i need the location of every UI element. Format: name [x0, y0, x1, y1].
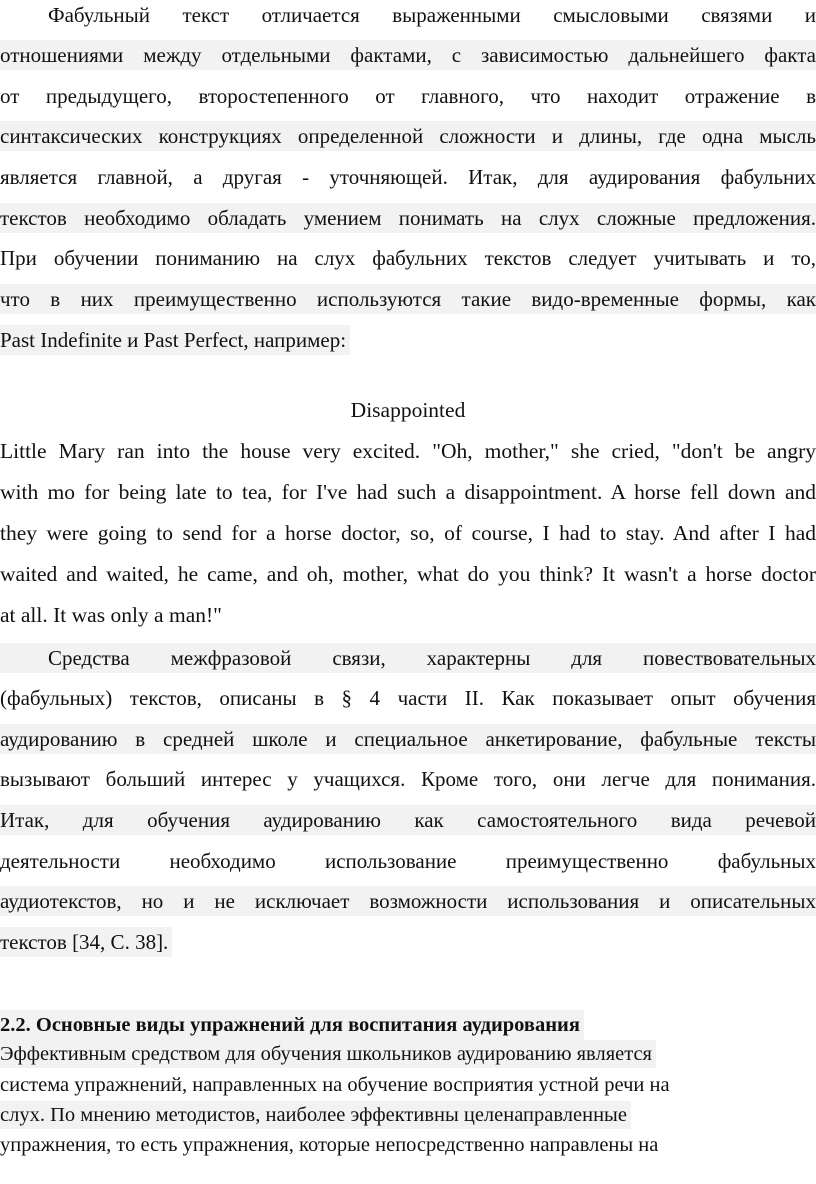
text-line: система упражнений, направленных на обучение восприятия устной речи на: [0, 1074, 670, 1096]
text-line: деятельности необходимо использование преимущественно фабульных: [0, 849, 816, 873]
text-line: вызывают больший интерес у учащихся. Кроме того, они легче для понимания.: [0, 767, 816, 791]
text-line: отношениями между отдельными фактами, с зависимостью дальнейшего факта: [0, 40, 816, 70]
text-line-content: текстов [34, С. 38].: [0, 927, 172, 957]
text-line: от предыдущего, второстепенного от главного, что находит отражение в: [0, 84, 816, 108]
text-line: [0, 1101, 816, 1129]
text-line: текстов необходимо обладать умением понимать на слух сложные предложения.: [0, 203, 816, 233]
text-line: Фабульный текст отличается выраженными смысловыми связями и: [48, 3, 816, 27]
text-line: [0, 927, 816, 957]
text-line: При обучении пониманию на слух фабульних текстов следует учитывать и то,: [0, 246, 816, 270]
section-heading-text: 2.2. Основные виды упражнений для воспитания аудирования: [0, 1010, 584, 1040]
text-line: что в них преимущественно используются такие видо-временные формы, как: [0, 284, 816, 314]
text-line: является главной, а другая - уточняющей. Итак, для аудирования фабульних: [0, 165, 816, 189]
text-line: [0, 325, 816, 355]
text-line: аудированию в средней школе и специальное анкетирование, фабульные тексты: [0, 724, 816, 754]
text-line: [0, 1040, 816, 1068]
text-line-content: Past Indefinite и Past Perfect, например:: [0, 325, 350, 355]
section-heading: [0, 1010, 816, 1040]
text-line: упражнения, то есть упражнения, которые непосредственно направлены на: [0, 1134, 659, 1156]
story-line: they were going to send for a horse doctor, so, of course, I had to stay. And after I had: [0, 521, 816, 545]
text-line: аудиотекстов, но и не исключает возможности использования и описательных: [0, 886, 816, 916]
text-line-content: слух. По мнению методистов, наиболее эффективны целенаправленные: [0, 1101, 631, 1129]
story-line: with mo for being late to tea, for I've had such a disappointment. A horse fell down and: [0, 480, 816, 504]
text-line: Средства межфразовой связи, характерны для повествовательных: [0, 643, 816, 673]
text-line-content: Эффективным средством для обучения школьников аудированию является: [0, 1040, 656, 1068]
text-line: синтаксических конструкциях определенной сложности и длины, где одна мысль: [0, 121, 816, 151]
story-title: Disappointed: [350, 398, 466, 422]
story-line: Little Mary ran into the house very excited. "Oh, mother," she cried, "don't be angry: [0, 439, 816, 463]
text-line: Итак, для обучения аудированию как самостоятельного вида речевой: [0, 805, 816, 835]
text-line: (фабульных) текстов, описаны в § 4 части II. Как показывает опыт обучения: [0, 686, 816, 710]
story-line: at all. It was only a man!": [0, 603, 222, 627]
story-line: waited and waited, he came, and oh, mother, what do you think? It wasn't a horse doctor: [0, 562, 816, 586]
